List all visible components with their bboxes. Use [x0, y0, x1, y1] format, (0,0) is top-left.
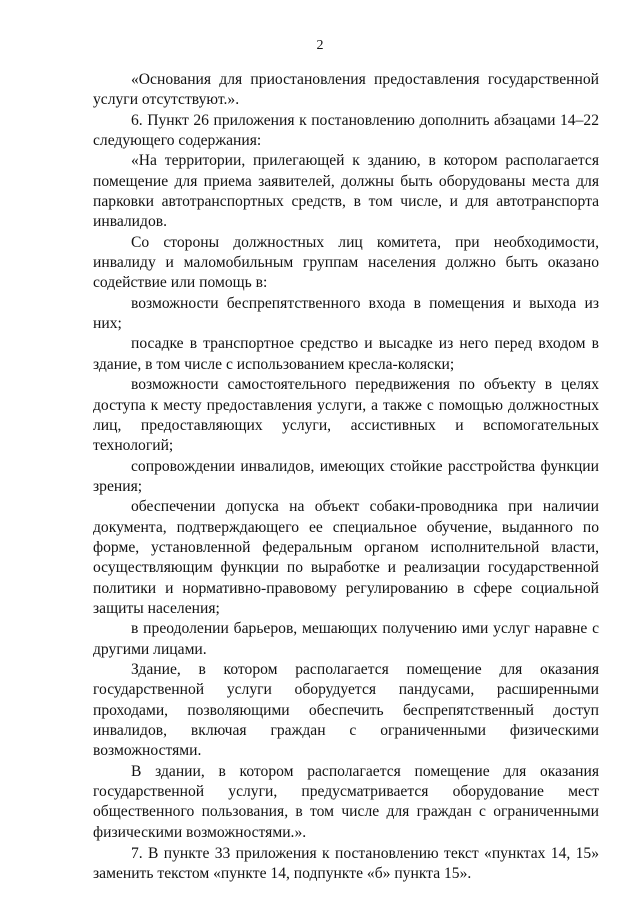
paragraph-suspension-grounds: «Основания для приостановления предоставления государственной услуги отсутствуют.». [93, 71, 599, 109]
document-body [93, 70, 599, 885]
paragraph-barriers: в преодолении барьеров, мешающих получению ими услуг наравне с другими лицами. [93, 620, 599, 658]
paragraph-item-7: 7. В пункте 33 приложения к постановлению текст «пунктах 14, 15» заменить текстом «пункте 14, подпункте «б» пункта 15». [93, 845, 599, 883]
paragraph-guide-dog: обеспечении допуска на объект собаки-проводника при наличии документа, подтверждающего ее специальное обучение, выданного по форме, установленной федеральным органом исполнительной власти, осуществляющим функции по выработке и реализации государственной политики и нормативно-правовому регулированию в сфере социальной защиты населения; [93, 498, 599, 617]
paragraph-entrance: возможности беспрепятственного входа в помещения и выхода из них; [93, 294, 599, 333]
page-number: 2 [316, 38, 324, 53]
paragraph-assistance: Со стороны должностных лиц комитета, при необходимости, инвалиду и маломобильным группам населения должно быть оказано содействие или помощь в: [93, 233, 599, 292]
paragraph-public-facilities: В здании, в котором располагается помещение для оказания государственной услуги, предусматривается оборудование мест общественного пользования, в том числе для граждан с ограниченными физическими возможностями.». [93, 762, 599, 841]
paragraph-parking: «На территории, прилегающей к зданию, в котором располагается помещение для приема заявителей, должны быть оборудованы места для парковки автотранспортных средств, в том числе, и для автотранспорта инвалидов. [93, 152, 599, 231]
paragraph-boarding: посадке в транспортное средство и высадке из него перед входом в здание, в том числе с использованием кресла-коляски; [93, 335, 599, 373]
paragraph-building-ramps: Здание, в котором располагается помещение для оказания государственной услуги оборудуется пандусами, расширенными проходами, позволяющими обеспечить беспрепятственный доступ инвалидов, включая граждан с ограниченными физическими возможностями. [93, 660, 599, 760]
paragraph-movement: возможности самостоятельного передвижения по объекту в целях доступа к месту предоставления услуги, а также с помощью должностных лиц, предоставляющих услуги, ассистивных и вспомогательных технологий; [93, 376, 599, 455]
paragraph-item-6: 6. Пункт 26 приложения к постановлению дополнить абзацами 14–22 следующего содержания: [93, 111, 599, 150]
paragraph-escort: сопровождении инвалидов, имеющих стойкие расстройства функции зрения; [93, 457, 599, 495]
